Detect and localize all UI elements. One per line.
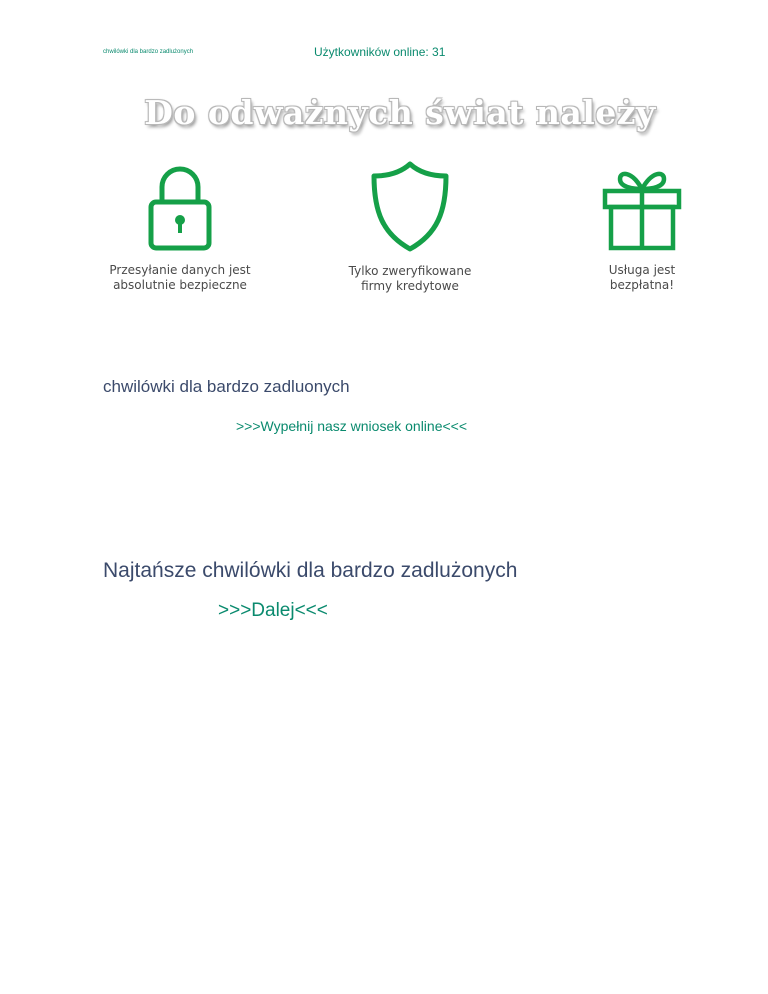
gift-icon	[602, 165, 682, 251]
apply-online-link[interactable]: >>>Wypełnij nasz wniosek online<<<	[236, 418, 468, 434]
top-keyword-link[interactable]: chwilówki dla bardzo zadlużonych	[103, 49, 194, 55]
feature-free-service	[583, 165, 701, 293]
hero-title: Do odważnych świat należy	[144, 93, 656, 132]
padlock-icon	[148, 165, 212, 251]
shield-icon	[369, 160, 451, 252]
online-users-counter: Użytkowników online: 31	[314, 45, 446, 59]
feature-caption: Usługa jest bezpłatna!	[608, 263, 676, 292]
next-link[interactable]: >>>Dalej<<<	[218, 600, 328, 621]
feature-secure-transfer	[100, 165, 260, 293]
feature-verified-lenders	[330, 160, 490, 294]
sub-heading: chwilówki dla bardzo zadluonych	[103, 377, 350, 396]
feature-caption: Przesyłanie danych jest absolutnie bezpieczne	[109, 263, 251, 292]
feature-caption: Tylko zweryfikowane firmy kredytowe	[348, 264, 472, 293]
main-heading: Najtańsze chwilówki dla bardzo zadlużonych	[103, 559, 518, 582]
